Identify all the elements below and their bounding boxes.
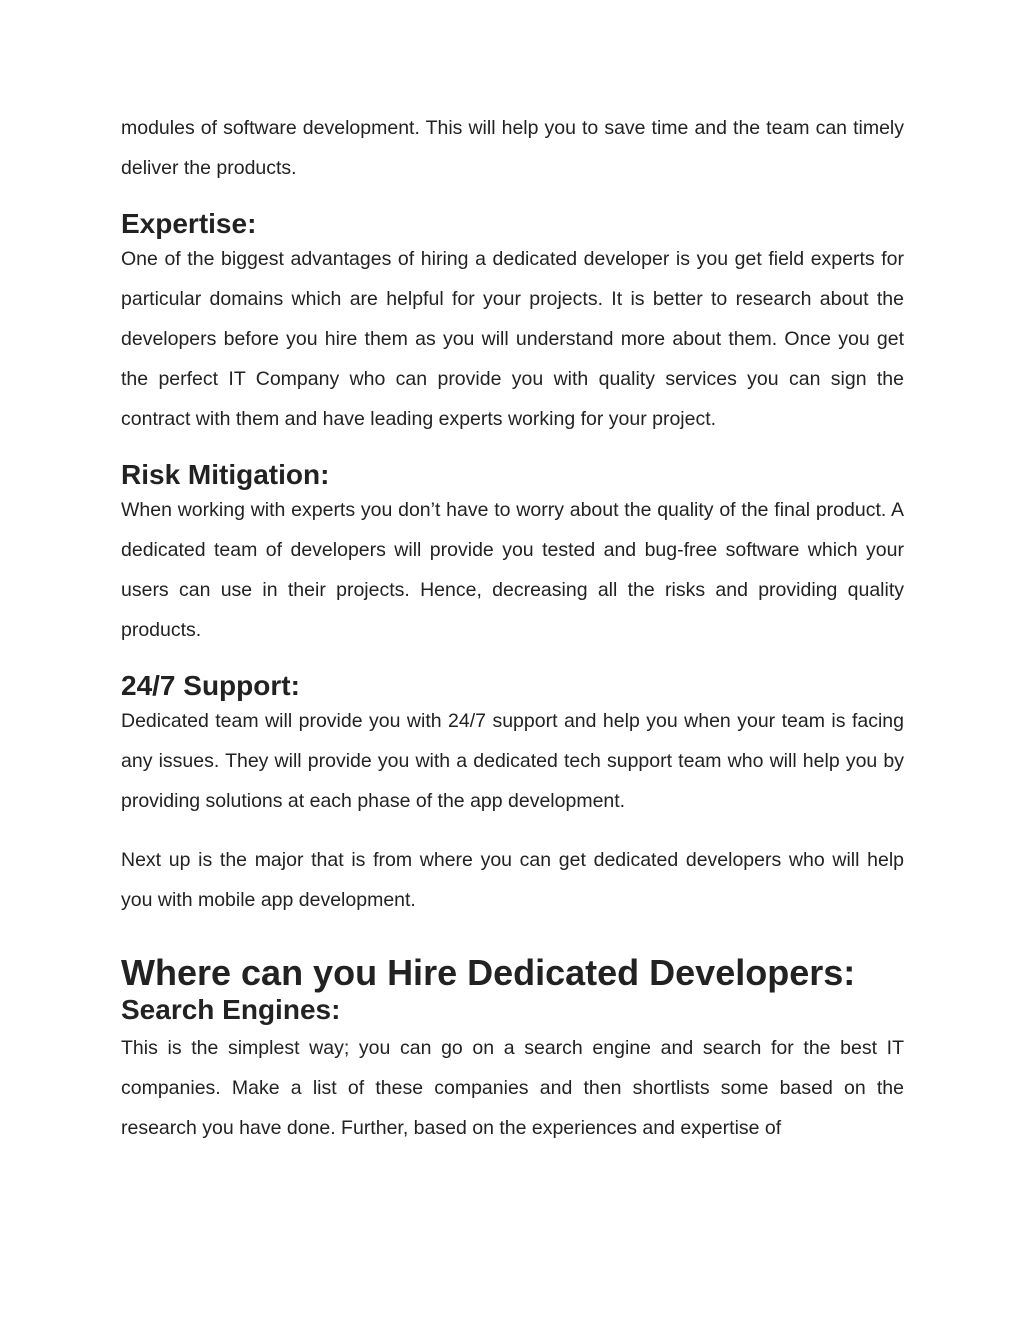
section-body-support: Dedicated team will provide you with 24/7 support and help you when your team is facing any issues. They will provide you with a dedicated tech support team who will help you by providing solutions at each phase of the app development.: [121, 710, 904, 812]
where-title: Where can you Hire Dedicated Developers:: [121, 952, 856, 993]
document-page: [121, 108, 904, 1148]
section-risk-mitigation: [121, 458, 904, 650]
section-search-engines: [121, 993, 904, 1148]
section-heading-search-engines: Search Engines:: [121, 994, 341, 1025]
intro-paragraph: modules of software development. This will help you to save time and the team can timely deliver the products.: [121, 117, 904, 179]
transition-paragraph: Next up is the major that is from where you can get dedicated developers who will help you with mobile app development.: [121, 849, 904, 911]
section-body-search-engines: This is the simplest way; you can go on a search engine and search for the best IT companies. Make a list of these companies and then shortlists some based on the research you have done. Further, based on the experiences and expertise of: [121, 1037, 904, 1139]
section-support: [121, 669, 904, 821]
section-heading-risk-mitigation: Risk Mitigation:: [121, 459, 330, 490]
section-body-risk-mitigation: When working with experts you don’t have to worry about the quality of the final product. A dedicated team of developers will provide you tested and bug-free software which your users can use in their projects. Hence, decreasing all the risks and providing quality products.: [121, 499, 904, 641]
section-expertise: [121, 207, 904, 439]
section-heading-support: 24/7 Support:: [121, 670, 300, 701]
section-body-expertise: One of the biggest advantages of hiring a dedicated developer is you get field experts for particular domains which are helpful for your projects. It is better to research about the developers before you hire them as you will understand more about them. Once you get the perfect IT Company who can provide you with quality services you can sign the contract with them and have leading experts working for your project.: [121, 248, 904, 430]
section-heading-expertise: Expertise:: [121, 208, 257, 239]
